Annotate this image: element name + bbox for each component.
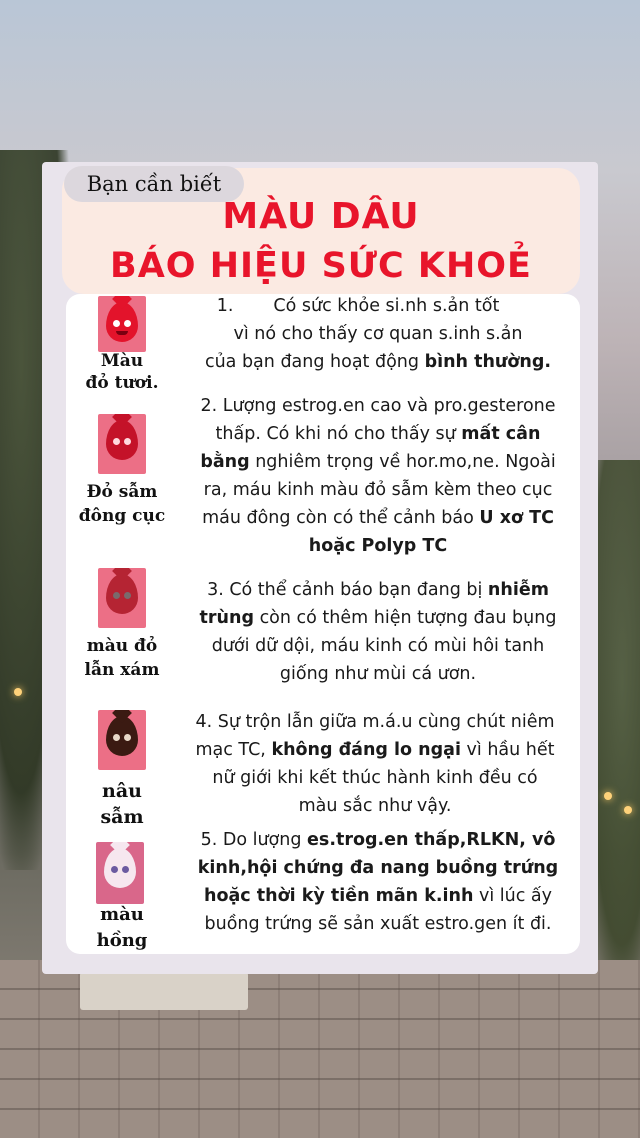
row-2-label-line-2: đông cục [78, 506, 166, 526]
item-number: 1. [216, 296, 234, 316]
row-3-label-line-2: lẫn xám [84, 660, 160, 680]
row-1-label-line-1: Màu [100, 351, 144, 371]
row-2-line-5: máu đông còn có thể cảnh báo [202, 508, 480, 528]
title-line-2: BÁO HIỆU SỨC KHOẺ [110, 246, 532, 286]
background-lamp [14, 688, 22, 696]
row-2-line-1: 2. Lượng estrog.en cao và pro.gesterone [200, 396, 556, 416]
row-1-line-1: Có sức khỏe si.nh s.ản tốt [273, 296, 500, 316]
row-1-line-3-bold: bình thường. [424, 352, 552, 372]
row-4-label-line-1: nâu [102, 780, 142, 802]
row-5-label [72, 902, 172, 954]
row-4-text [170, 708, 580, 820]
row-4-line-2-end: vì hầu hết [460, 740, 555, 760]
row-3-line-3: dưới dữ dội, máu kinh có mùi hôi tanh [211, 636, 545, 656]
row-3-label [72, 634, 172, 682]
row-3-line-1: 3. Có thể cảnh báo bạn đang bị [207, 580, 488, 600]
row-2-text [176, 392, 580, 560]
row-3-line-1-bold: nhiễm [487, 580, 549, 600]
row-5-line-4: buồng trứng sẽ sản xuất estro.gen ít đi. [204, 914, 552, 934]
row-3-line-2: còn có thêm hiện tượng đau bụng [254, 608, 557, 628]
row-4-line-3: nữ giới khi kết thúc hành kinh đều có [212, 768, 538, 788]
row-5-line-2-bold: kinh,hội chứng đa nang buồng trứng [197, 858, 559, 878]
red-grey-drop-icon [98, 568, 146, 628]
row-1-line-3: của bạn đang hoạt động [204, 352, 425, 372]
row-4-line-2-bold: không đáng lo ngại [271, 740, 461, 760]
row-5-label-line-2: hồng [96, 930, 148, 951]
row-4-line-4: màu sắc như vậy. [298, 796, 452, 816]
row-4-line-2: mạc TC, [195, 740, 272, 760]
row-2-line-4: ra, máu kinh màu đỏ sẫm kèm theo cục [203, 480, 553, 500]
row-5-line-3-end: vì lúc ấy [473, 886, 552, 906]
row-2-line-3: nghiêm trọng về hor.mo,ne. Ngoài [249, 452, 556, 472]
background-planter [80, 972, 248, 1010]
row-5-line-3-bold: hoặc thời kỳ tiền mãn k.inh [204, 886, 474, 906]
background-lamp [604, 792, 612, 800]
row-2-line-6-bold: hoặc Polyp TC [308, 536, 448, 556]
row-1-line-2: vì nó cho thấy cơ quan s.inh s.ản [233, 324, 523, 344]
row-1-text [176, 292, 580, 376]
row-3-text [176, 576, 580, 688]
row-3-label-line-1: màu đỏ [86, 636, 158, 656]
row-5-label-line-1: màu [100, 904, 144, 925]
row-2-label [72, 480, 172, 528]
row-5-text [176, 826, 580, 938]
row-2-line-2-bold: mất cân [461, 424, 541, 444]
row-2-label-line-1: Đỏ sẫm [86, 482, 158, 502]
dark-brown-drop-icon [98, 710, 146, 770]
bright-red-drop-icon [98, 296, 146, 352]
background-lamp [624, 806, 632, 814]
row-3-line-2-bold: trùng [199, 608, 254, 628]
pink-drop-icon [96, 842, 144, 904]
row-4-label-line-2: sẫm [100, 806, 144, 828]
row-4-line-1: 4. Sự trộn lẫn giữa m.á.u cùng chút niêm [195, 712, 555, 732]
title-line-1: MÀU DÂU [222, 196, 420, 237]
row-3-line-4: giống như mùi cá ươn. [279, 664, 477, 684]
row-5-line-1: 5. Do lượng [200, 830, 308, 850]
row-5-line-1-bold: es.trog.en thấp,RLKN, vô [307, 830, 556, 850]
row-2-line-3-bold: bằng [200, 452, 250, 472]
row-2-line-5-bold: U xơ TC [479, 508, 554, 528]
row-1-label-line-2: đỏ tươi. [85, 373, 159, 393]
row-4-label [72, 778, 172, 830]
dark-red-clot-drop-icon [98, 414, 146, 474]
row-2-line-2: thấp. Có khi nó cho thấy sự [215, 424, 462, 444]
row-1-label [72, 350, 172, 394]
tag-label: Bạn cần biết [64, 166, 244, 202]
